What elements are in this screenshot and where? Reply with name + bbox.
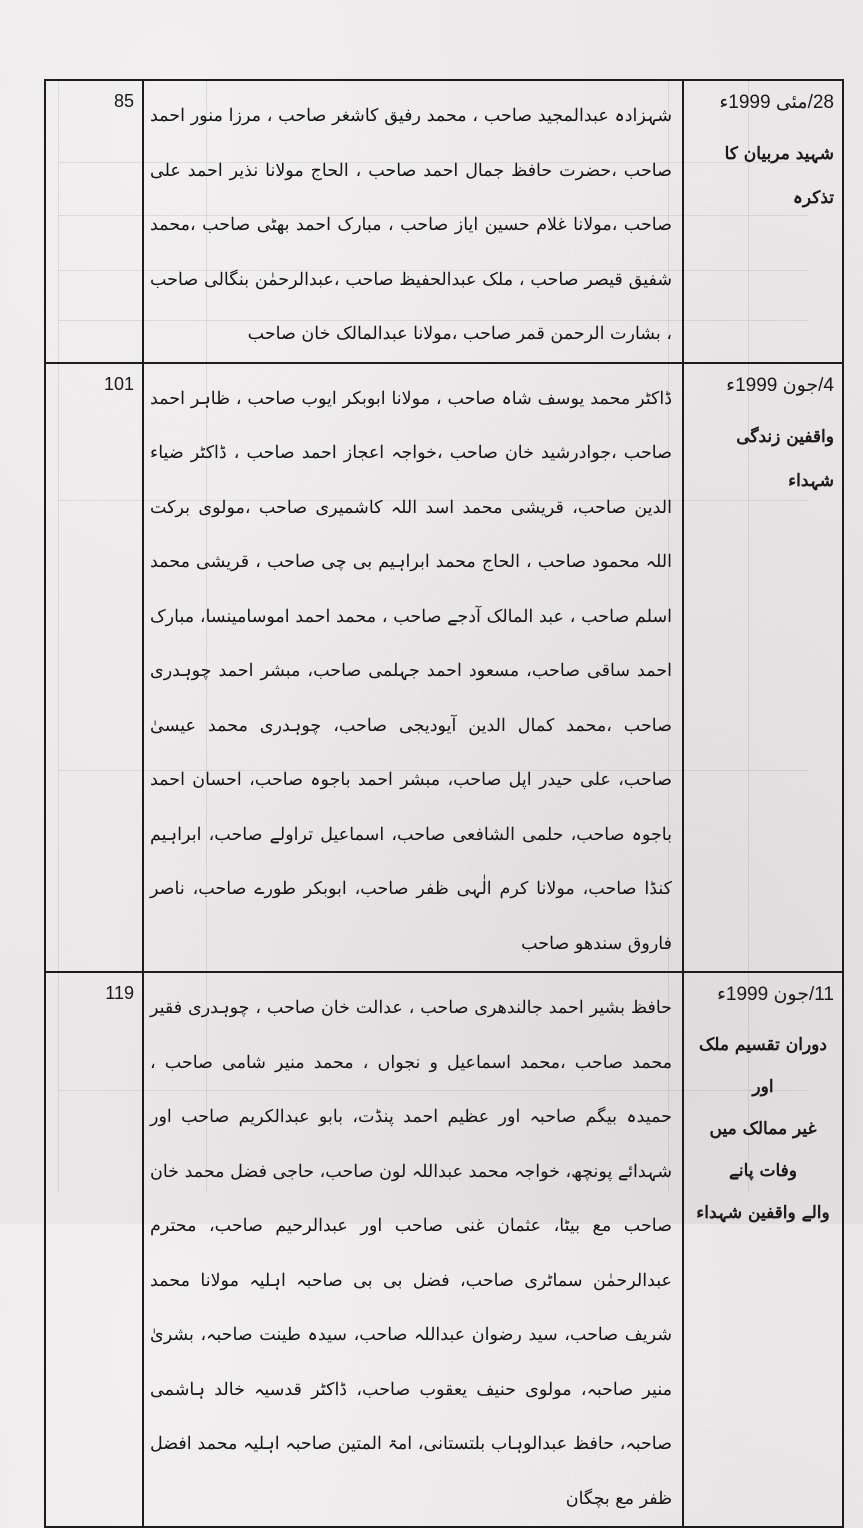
row-date: 28/مئی 1999ء	[719, 92, 834, 113]
row-date: 4/جون 1999ء	[726, 374, 834, 396]
table-row	[45, 363, 843, 973]
page-count: 101	[103, 373, 134, 394]
page-count: 119	[105, 983, 134, 1003]
names-cell	[143, 80, 683, 363]
occasion-line: دوران تقسیم ملک اور	[699, 1035, 827, 1097]
table-row	[45, 80, 843, 363]
names-list: حافظ بشیر احمد جالندھری صاحب ، عدالت خان صاحب ، چوہدری فقیر محمد صاحب ،محمد اسماعیل و نجواں ، محمد منیر شامی صاحب ، حمیدہ بیگم صاحبہ اور عظیم احمد پنڈت، بابو عبدالکریم صاحب اور شہدائے پونچھ، خواجہ محمد عبداللہ لون صاحب، حاجی فضل محمد خان صاحب مع بیٹا، عثمان غنی صاحب اور عبدالرحیم صاحب، محترم عبدالرحمٰن سماٹری صاحب، فضل بی بی صاحبہ اہلیہ مولانا محمد شریف صاحب، سید رضوان عبداللہ صاحب، سیدہ طینت صاحبہ، بشریٰ منیر صاحبہ، مولوی حنیف یعقوب صاحب، ڈاکٹر قدسیہ خالد ہاشمی صاحبہ، حافظ عبدالوہاب بلتستانی، امۃ المتین صاحبہ اہلیہ محمد افضل ظفر مع بچگان	[150, 998, 672, 1509]
names-list: شہزادہ عبدالمجید صاحب ، محمد رفیق کاشغر صاحب ، مرزا منور احمد صاحب ،حضرت حافظ جمال احمد صاحب ، الحاج مولانا نذیر احمد علی صاحب ،مولانا غلام حسین ایاز صاحب ، مبارک احمد بھٹی صاحب ،محمد شفیق قیصر صاحب ، ملک عبدالحفیظ صاحب ،عبدالرحمٰن بنگالی صاحب ، بشارت الرحمن قمر صاحب ،مولانا عبدالمالک خان صاحب	[150, 106, 672, 344]
names-list: ڈاکٹر محمد یوسف شاہ صاحب ، مولانا ابوبکر ایوب صاحب ، ظاہر احمد صاحب ،جوادرشید خان صاحب ،خواجہ اعجاز احمد صاحب ، ڈاکٹر ضیاء الدین صاحب، قریشی محمد اسد اللہ کاشمیری صاحب ،مولوی برکت اللہ محمود صاحب ، الحاج محمد ابراہیم بی چی صاحب ، قریشی محمد اسلم صاحب ، عبد المالک آدجے صاحب ، محمد احمد اموسامینسا، مبارک احمد ساقی صاحب، مسعود احمد جہلمی صاحب، مبشر احمد چوہدری صاحب ،محمد کمال الدین آیودیجی صاحب، چوہدری محمد عیسیٰ صاحب، علی حیدر اپل صاحب، مبشر احمد باجوہ صاحب، احسان احمد باجوہ صاحب، حلمی الشافعی صاحب، اسماعیل تراولے صاحب، ابراہیم کنڈا صاحب، مولانا کرم الٰہی ظفر صاحب، ابوبکر طورے صاحب، ناصر فاروق سندھو صاحب	[150, 388, 672, 954]
date-occasion-cell	[683, 80, 843, 363]
count-cell	[45, 363, 143, 973]
occasion-line: واقفین زندگی شہداء	[736, 426, 834, 491]
table-row	[45, 972, 843, 1527]
count-cell	[45, 80, 143, 363]
row-date: 11/جون 1999ء	[716, 984, 834, 1005]
occasion-line: وفات پانے	[728, 1161, 798, 1181]
record-sheet	[44, 79, 834, 1528]
occasion-line: تذکرہ	[792, 188, 834, 208]
date-occasion-cell	[683, 363, 843, 973]
date-occasion-cell	[683, 972, 843, 1527]
occasion-line: شہید مربیان کا	[724, 144, 834, 164]
names-cell	[143, 972, 683, 1527]
occasion-line: غیر ممالک میں	[709, 1119, 817, 1139]
records-table	[44, 79, 844, 1528]
page-count: 85	[113, 91, 134, 111]
names-cell	[143, 363, 683, 973]
occasion-line: والے واقفین شہداء	[696, 1203, 830, 1223]
count-cell	[45, 972, 143, 1527]
